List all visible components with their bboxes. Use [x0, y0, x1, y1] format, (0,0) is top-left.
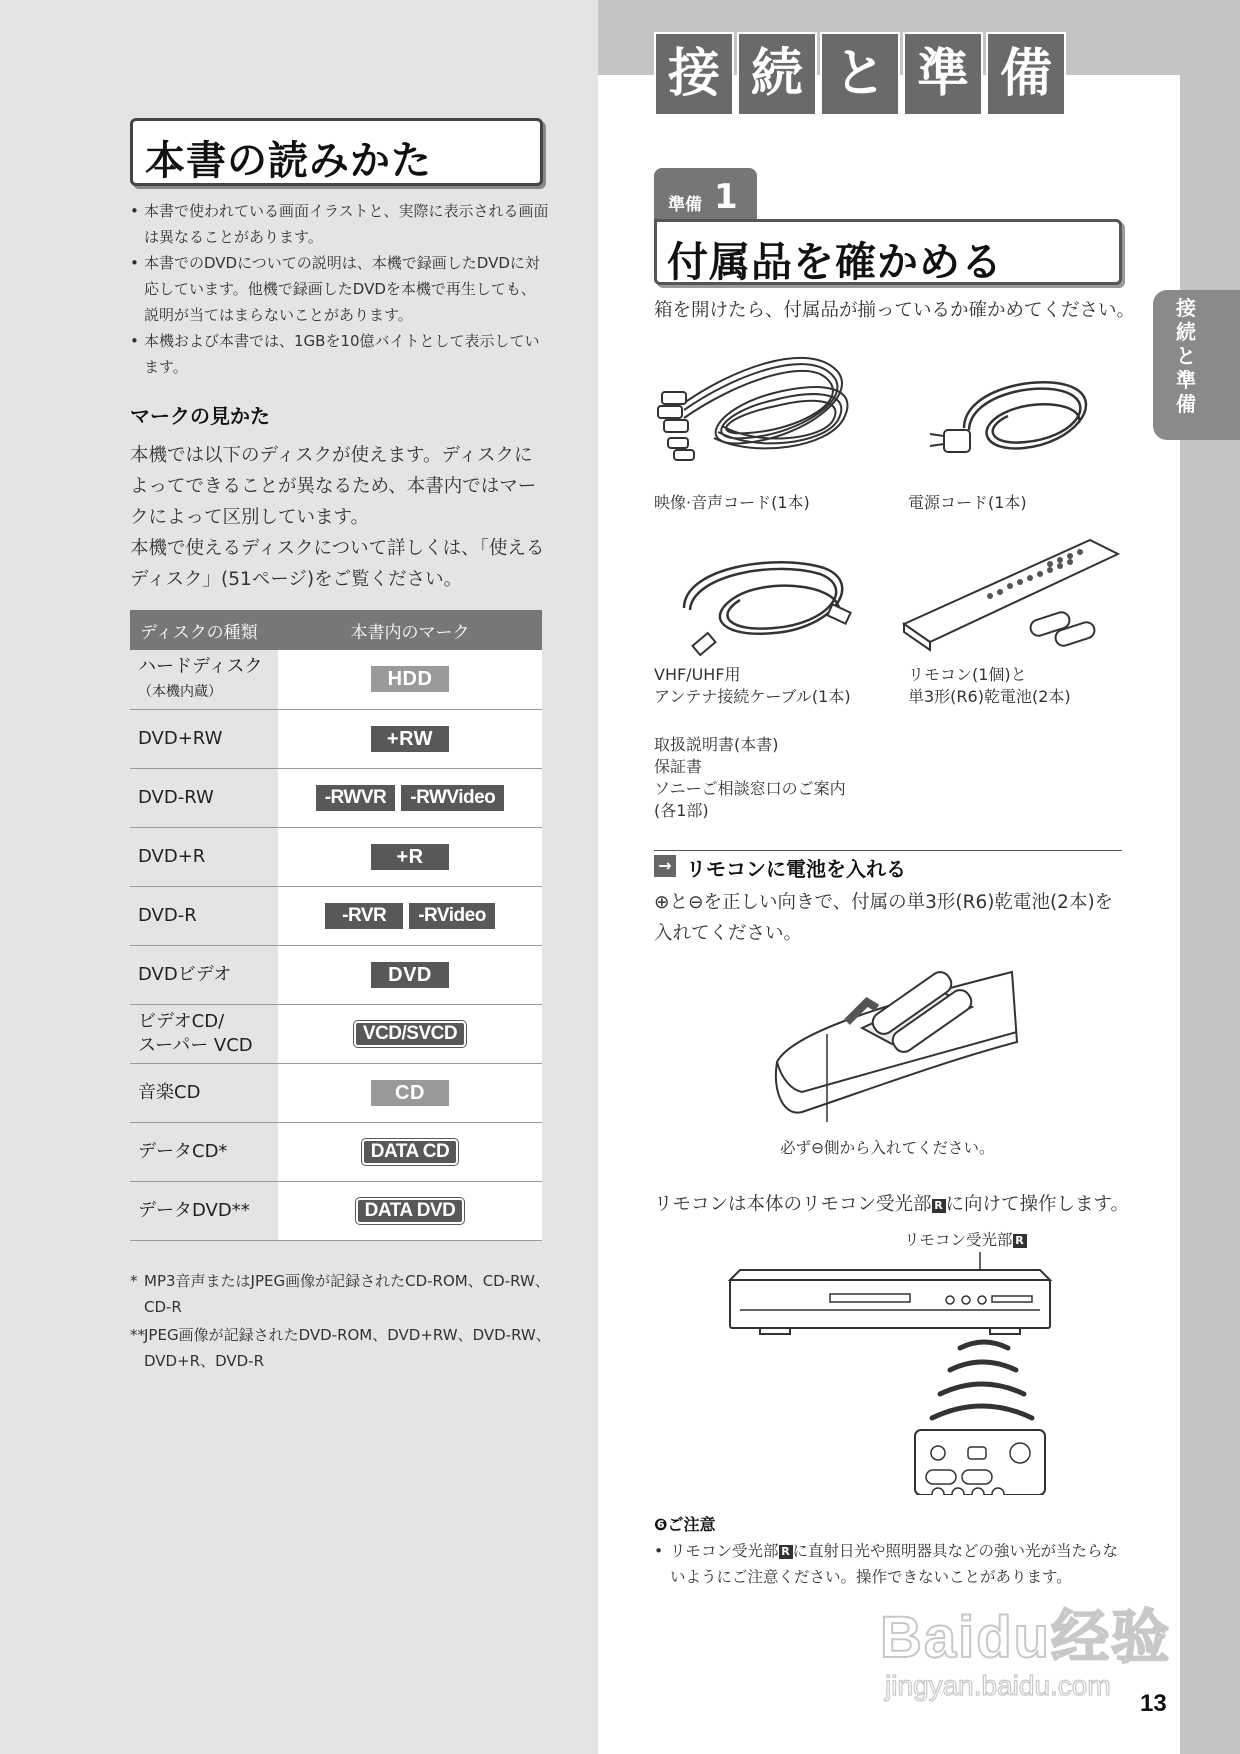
prep-number: 1 — [714, 177, 738, 217]
disc-name: ハードディスク — [138, 655, 263, 677]
remote-illustration — [900, 534, 1120, 659]
intro-text: 箱を開けたら、付属品が揃っているか確かめてください。 — [654, 300, 1136, 321]
power-cord-illustration — [924, 368, 1104, 468]
battery-heading: リモコンに電池を入れる — [686, 857, 906, 881]
chapter-char: と — [820, 32, 900, 116]
remote-text-end: に向けて操作します。 — [945, 1194, 1130, 1215]
disc-name-cell: DVD+R — [130, 827, 278, 886]
disc-name-cell — [130, 1004, 278, 1063]
disc-mark-cell — [278, 650, 542, 709]
column-header-disc-type: ディスクの種類 — [130, 610, 278, 650]
minus-rw-video-mark: -RWVideo — [401, 785, 504, 811]
remote-sensor-icon: R — [1013, 1234, 1027, 1248]
document-item: (各1部) — [654, 801, 709, 820]
disc-name-cell: データDVD** — [130, 1181, 278, 1240]
data-dvd-mark: DATA DVD — [356, 1198, 465, 1224]
footnote — [130, 1268, 560, 1320]
antenna-cable-illustration — [664, 548, 864, 663]
disc-name-cell — [130, 650, 278, 709]
table-row — [130, 1122, 542, 1181]
sensor-caption-text: リモコン受光部 — [904, 1231, 1013, 1249]
column-header-mark: 本書内のマーク — [278, 610, 542, 650]
footnotes — [130, 1268, 560, 1374]
remote-label-line: リモコン(1個)と — [908, 665, 1027, 684]
documents-list — [654, 734, 846, 822]
footnote-marker: * — [130, 1272, 138, 1290]
av-cord-illustration — [654, 348, 879, 468]
disc-mark-cell — [278, 1122, 542, 1181]
mark-paragraph: 本機では以下のディスクが使えます。ディスクによってできることが異なるため、本書内ではマークによって区別しています。 — [130, 445, 537, 528]
disc-name-cell: DVD+RW — [130, 709, 278, 768]
disc-name-cell: データCD* — [130, 1122, 278, 1181]
battery-caption: 必ず⊖側から入れてください。 — [780, 1139, 995, 1157]
battery-instruction: ⊕と⊖を正しい向きで、付属の単3形(R6)乾電池(2本)を入れてください。 — [654, 892, 1114, 944]
hdd-mark: HDD — [371, 666, 449, 692]
intro-bullet-list — [130, 198, 550, 380]
table-row — [130, 886, 542, 945]
prep-label: 準備 — [668, 195, 702, 215]
caution-body — [654, 1538, 1124, 1590]
page-number: 13 — [1140, 1690, 1167, 1717]
document-item: 保証書 — [654, 757, 703, 776]
disc-mark-cell — [278, 1181, 542, 1240]
disc-mark-cell — [278, 945, 542, 1004]
footnote-text: JPEG画像が記録されたDVD-ROM、DVD+RW、DVD-RW、DVD+R、DVD-R — [144, 1326, 551, 1370]
bullet-item: • 本機および本書では、1GBを10億バイトとして表示しています。 — [130, 328, 550, 380]
disc-type-table — [130, 610, 542, 1241]
bullet-item: • 本書でのDVDについての説明は、本機で録画したDVDに対応しています。他機で録画したDVDを本機で再生しても、説明が当てはまらないことがあります。 — [130, 250, 550, 328]
av-cord-label: 映像·音声コード(1本) — [654, 493, 810, 512]
antenna-cable-label-line: アンテナ接続ケーブル(1本) — [654, 687, 851, 706]
disc-mark-cell — [278, 709, 542, 768]
caution-text-start: リモコン受光部 — [670, 1542, 779, 1560]
caution-icon: ❻ — [654, 1515, 668, 1534]
mark-paragraph: 本機で使えるディスクについて詳しくは、「使えるディスク」(51ページ)をご覧ください。 — [130, 538, 545, 590]
arrow-right-icon: → — [654, 855, 676, 877]
disc-name: ビデオCD/ — [138, 1010, 225, 1032]
footnote-text: MP3音声またはJPEG画像が記録されたCD-ROM、CD-RW、CD-R — [144, 1272, 550, 1316]
plus-r-mark: +R — [371, 844, 449, 870]
table-row — [130, 768, 542, 827]
dvd-video-mark: DVD — [371, 962, 449, 988]
table-row — [130, 827, 542, 886]
remote-operation-text — [654, 1190, 1129, 1216]
table-row — [130, 1004, 542, 1063]
table-row — [130, 650, 542, 709]
remote-sensor-icon: R — [779, 1545, 793, 1559]
battery-subheading — [654, 850, 1122, 880]
disc-name-cell: DVD-RW — [130, 768, 278, 827]
baidu-watermark: Baidu经验 — [880, 1605, 1172, 1670]
mark-heading: マークの見かた — [130, 404, 270, 428]
remote-sensor-icon: R — [932, 1199, 946, 1213]
cd-mark: CD — [371, 1080, 449, 1106]
baidu-watermark-url: jingyan.baidu.com — [885, 1670, 1111, 1701]
disc-subname: スーパー VCD — [138, 1034, 253, 1056]
chapter-title — [654, 32, 1069, 116]
chapter-char: 備 — [986, 32, 1066, 116]
mark-description — [130, 440, 550, 595]
chapter-char: 接 — [654, 32, 734, 116]
remote-label-line: 単3形(R6)乾電池(2本) — [908, 687, 1071, 706]
right-edge-strip — [1180, 0, 1240, 1754]
minus-r-vr-mark: -RVR — [325, 903, 403, 929]
caution-title — [654, 1512, 716, 1535]
disc-mark-cell — [278, 827, 542, 886]
table-row — [130, 1181, 542, 1240]
antenna-cable-label — [654, 664, 851, 708]
minus-r-video-mark: -RVideo — [409, 903, 495, 929]
prep-step-tab — [654, 168, 757, 223]
plus-rw-mark: +RW — [371, 726, 449, 752]
antenna-cable-label-line: VHF/UHF用 — [654, 665, 741, 684]
table-row — [130, 945, 542, 1004]
disc-mark-cell — [278, 1063, 542, 1122]
remote-label — [908, 664, 1071, 708]
power-cord-label: 電源コード(1本) — [908, 493, 1027, 512]
section-title: 付属品を確かめる — [667, 238, 1003, 286]
bullet-item: • 本書で使われている画面イラストと、実際に表示される画面は異なることがあります。 — [130, 198, 550, 250]
page-title: 本書の読みかた — [145, 138, 432, 184]
sensor-caption — [904, 1228, 1027, 1250]
chapter-char: 準 — [903, 32, 983, 116]
table-row — [130, 709, 542, 768]
document-item: ソニーご相談窓口のご案内 — [654, 779, 846, 798]
disc-mark-cell — [278, 886, 542, 945]
data-cd-mark: DATA CD — [362, 1139, 458, 1165]
disc-subname: （本機内蔵） — [138, 683, 222, 700]
caution-title-text: ご注意 — [667, 1515, 716, 1534]
table-row — [130, 1063, 542, 1122]
disc-name-cell: DVD-R — [130, 886, 278, 945]
battery-insertion-illustration — [772, 962, 1022, 1127]
chapter-side-tab-label: 接続と準備 — [1176, 296, 1196, 416]
disc-mark-cell — [278, 768, 542, 827]
disc-name-cell: DVDビデオ — [130, 945, 278, 1004]
vcd-svcd-mark: VCD/SVCD — [354, 1021, 466, 1047]
recorder-remote-illustration — [720, 1250, 1060, 1495]
footnote — [130, 1322, 560, 1374]
remote-text-start: リモコンは本体のリモコン受光部 — [654, 1194, 932, 1215]
disc-name-cell: 音楽CD — [130, 1063, 278, 1122]
minus-rw-vr-mark: -RWVR — [316, 785, 396, 811]
caution-text-end: に直射日光や照明器具などの強い光が当たらないようにご注意ください。操作できないことがあります。 — [670, 1542, 1119, 1586]
page-title-box — [130, 118, 543, 186]
chapter-char: 続 — [737, 32, 817, 116]
section-title-box — [654, 219, 1122, 285]
caution-item — [654, 1538, 1124, 1590]
disc-mark-cell — [278, 1004, 542, 1063]
table-header-row — [130, 610, 542, 650]
document-item: 取扱説明書(本書) — [654, 735, 779, 754]
footnote-marker: ** — [130, 1326, 145, 1344]
